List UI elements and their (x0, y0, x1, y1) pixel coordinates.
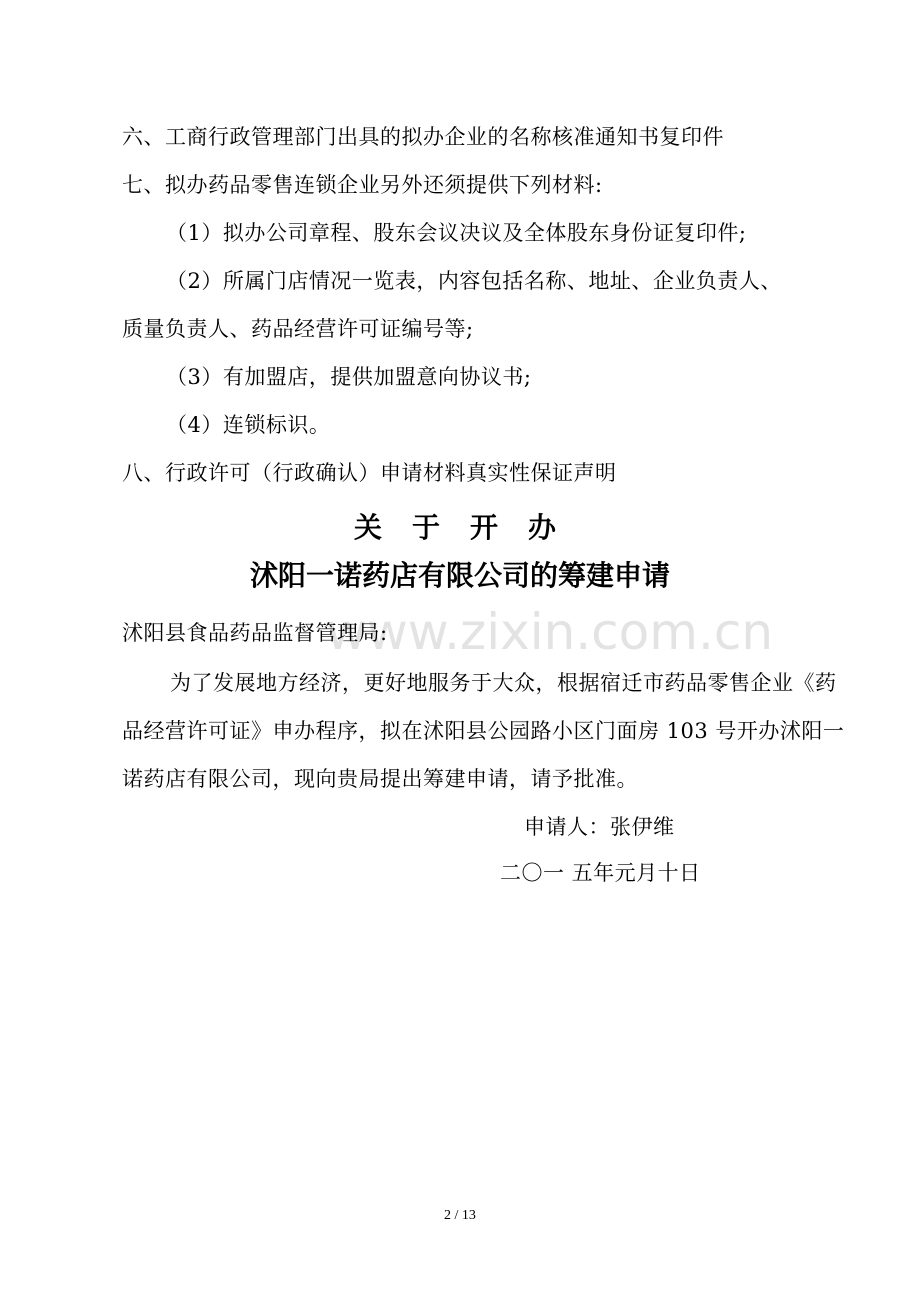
application-date: 二〇一 五年元月十日 (500, 861, 701, 885)
list-item-7: 七、拟办药品零售连锁企业另外还须提供下列材料: (122, 173, 603, 197)
list-item-6: 六、工商行政管理部门出具的拟办企业的名称核准通知书复印件 (122, 125, 724, 149)
body-line-3: 诺药店有限公司，现向贵局提出筹建申请，请予批准。 (122, 767, 638, 791)
page-number: 2 / 13 (444, 1208, 476, 1223)
watermark: www.zixin.com.cn (326, 603, 774, 661)
sub-item-1: （1）拟办公司章程、股东会议决议及全体股东身份证复印件; (166, 221, 747, 245)
list-item-8: 八、行政许可（行政确认）申请材料真实性保证声明 (122, 461, 617, 485)
sub-item-3: （3）有加盟店，提供加盟意向协议书; (166, 365, 532, 389)
body-line-2: 品经营许可证》申办程序，拟在沭阳县公园路小区门面房 103 号开办沭阳一 (122, 719, 845, 743)
addressee: 沭阳县食品药品监督管理局: (122, 621, 388, 645)
sub-item-2-line1: （2）所属门店情况一览表，内容包括名称、地址、企业负责人、 (166, 269, 782, 293)
sub-item-4: （4）连锁标识。 (166, 413, 331, 437)
sub-item-2-line2: 质量负责人、药品经营许可证编号等; (122, 317, 474, 341)
title-line-2: 沭阳一诺药店有限公司的筹建申请 (249, 559, 670, 592)
body-line-1: 为了发展地方经济，更好地服务于大众，根据宿迁市药品零售企业《药 (170, 671, 837, 695)
title-line-1: 关于开办 (353, 511, 586, 544)
applicant-signature: 申请人：张伊维 (524, 815, 675, 839)
